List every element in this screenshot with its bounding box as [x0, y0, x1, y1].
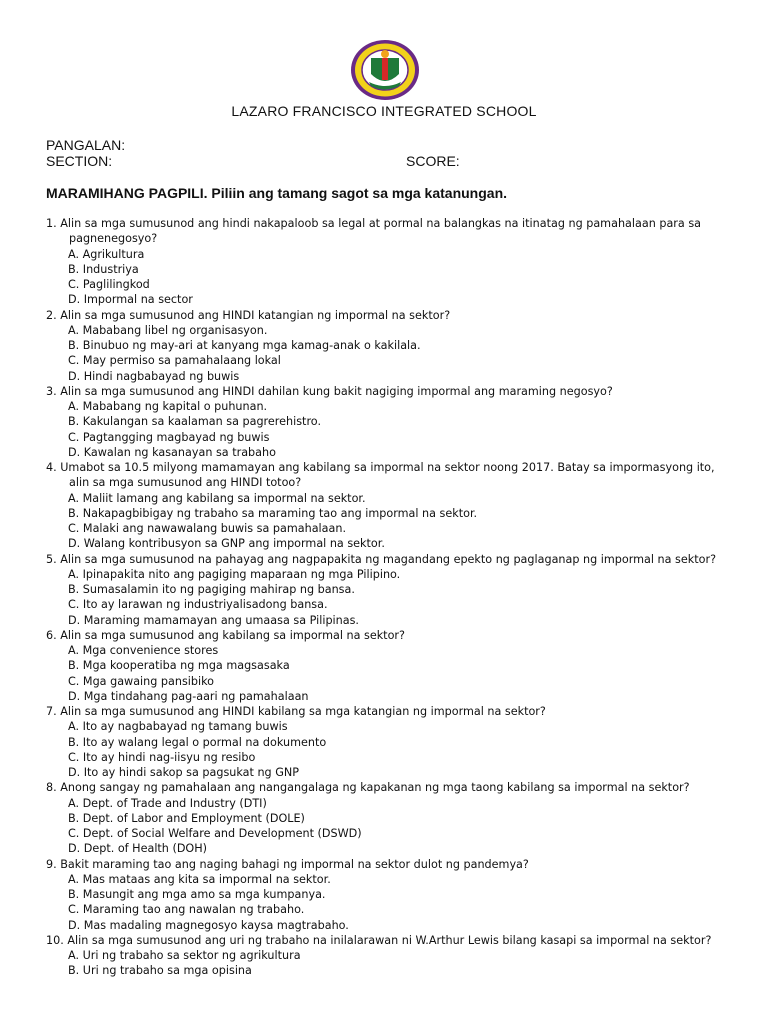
question-stem: 9. Bakit maraming tao ang naging bahagi ng impormal na sektor dulot ng pandemya?: [46, 857, 529, 871]
question-stem: 5. Alin sa mga sumusunod na pahayag ang nagpapakita ng magandang epekto ng paglaganap ng impormal na sektor?: [46, 552, 717, 566]
answer-choice: B. Mga kooperatiba ng mga magsasaka: [68, 659, 290, 673]
question-item: [46, 628, 726, 704]
answer-choice: A. Mababang libel ng organisasyon.: [68, 323, 268, 337]
answer-choice: A. Dept. of Trade and Industry (DTI): [68, 796, 267, 810]
answer-choice: C. Malaki ang nawawalang buwis sa pamahalaan.: [68, 522, 347, 535]
question-item: [46, 857, 726, 933]
answer-choice: B. Ito ay walang legal o pormal na dokumento: [68, 735, 327, 749]
question-item: [46, 704, 726, 780]
answer-choice: A. Mga convenience stores: [68, 644, 219, 657]
question-list: [46, 216, 726, 979]
answer-choice: B. Uri ng trabaho sa mga opisina: [68, 964, 252, 978]
answer-choice: A. Ipinapakita nito ang pagiging maparaan ng mga Pilipino.: [68, 567, 401, 581]
answer-choice: A. Uri ng trabaho sa sektor ng agrikultura: [68, 949, 301, 962]
score-label: SCORE:: [406, 153, 460, 169]
answer-choice: B. Masungit ang mga amo sa mga kumpanya.: [68, 888, 326, 901]
question-stem: 2. Alin sa mga sumusunod ang HINDI katangian ng impormal na sektor?: [46, 308, 451, 322]
question-item: [46, 308, 726, 384]
question-item: [46, 384, 726, 460]
answer-choice: D. Kawalan ng kasanayan sa trabaho: [68, 445, 276, 459]
question-stem: 10. Alin sa mga sumusunod ang uri ng trabaho na inilalarawan ni W.Arthur Lewis bilang kasapi sa impormal na sektor?: [46, 933, 712, 947]
section-label: SECTION:: [46, 153, 113, 169]
question-item: [46, 780, 726, 856]
answer-choice: A. Agrikultura: [68, 247, 145, 261]
question-item: [46, 460, 726, 552]
question-item: [46, 552, 726, 628]
answer-choice: B. Dept. of Labor and Employment (DOLE): [68, 811, 305, 825]
answer-choice: A. Maliit lamang ang kabilang sa impormal na sektor.: [68, 491, 366, 505]
answer-choice: D. Maraming mamamayan ang umaasa sa Pilipinas.: [68, 613, 359, 627]
answer-choice: D. Impormal na sector: [68, 293, 193, 307]
answer-choice: D. Mga tindahang pag-aari ng pamahalaan: [68, 689, 309, 703]
answer-choice: C. Mga gawaing pansibiko: [68, 674, 215, 688]
question-item: [46, 933, 726, 979]
answer-choice: D. Walang kontribusyon sa GNP ang impormal na sektor.: [68, 537, 385, 551]
answer-choice: C. Ito ay larawan ng industriyalisadong bansa.: [68, 598, 328, 612]
question-stem: 1. Alin sa mga sumusunod ang hindi nakapaloob sa legal at pormal na balangkas na itinatag ng pamahalaan para sa pagnenegosyo?: [46, 217, 702, 246]
answer-choice: C. Maraming tao ang nawalan ng trabaho.: [68, 903, 305, 917]
school-seal-logo: [349, 38, 421, 102]
instructions-heading: MARAMIHANG PAGPILI. Piliin ang tamang sagot sa mga katanungan.: [46, 185, 508, 201]
name-label: PANGALAN:: [46, 137, 126, 153]
answer-choice: D. Mas madaling magnegosyo kaysa magtrabaho.: [68, 918, 349, 932]
answer-choice: B. Kakulangan sa kaalaman sa pagrerehistro.: [68, 415, 322, 429]
answer-choice: C. May permiso sa pamahalaang lokal: [68, 354, 281, 368]
answer-choice: B. Industriya: [68, 262, 139, 276]
answer-choice: C. Ito ay hindi nag-iisyu ng resibo: [68, 750, 256, 764]
question-stem: 7. Alin sa mga sumusunod ang HINDI kabilang sa mga katangian ng impormal na sektor?: [46, 705, 546, 718]
answer-choice: A. Ito ay nagbabayad ng tamang buwis: [68, 720, 288, 734]
question-stem: 6. Alin sa mga sumusunod ang kabilang sa impormal na sektor?: [46, 628, 405, 642]
answer-choice: D. Dept. of Health (DOH): [68, 842, 208, 856]
answer-choice: C. Dept. of Social Welfare and Development (DSWD): [68, 827, 362, 840]
question-stem: 3. Alin sa mga sumusunod ang HINDI dahilan kung bakit nagiging impormal ang maraming negosyo?: [46, 384, 613, 398]
answer-choice: C. Paglilingkod: [68, 278, 150, 291]
answer-choice: A. Mababang ng kapital o puhunan.: [68, 400, 268, 413]
answer-choice: B. Binubuo ng may-ari at kanyang mga kamag-anak o kakilala.: [68, 339, 421, 352]
school-name: LAZARO FRANCISCO INTEGRATED SCHOOL: [231, 103, 537, 119]
answer-choice: D. Hindi nagbabayad ng buwis: [68, 369, 240, 383]
answer-choice: D. Ito ay hindi sakop sa pagsukat ng GNP: [68, 766, 299, 779]
answer-choice: A. Mas mataas ang kita sa impormal na sektor.: [68, 872, 331, 886]
question-stem: 8. Anong sangay ng pamahalaan ang nangangalaga ng kapakanan ng mga taong kabilang sa impormal na sektor?: [46, 781, 690, 795]
question-item: [46, 216, 726, 308]
answer-choice: B. Sumasalamin ito ng pagiging mahirap ng bansa.: [68, 583, 355, 596]
answer-choice: B. Nakapagbibigay ng trabaho sa maraming tao ang impormal na sektor.: [68, 506, 478, 520]
answer-choice: C. Pagtangging magbayad ng buwis: [68, 430, 270, 444]
question-stem: 4. Umabot sa 10.5 milyong mamamayan ang kabilang sa impormal na sektor noong 2017. Batay sa impormasyong ito, alin sa mga sumusunod ang HINDI totoo?: [46, 461, 715, 490]
